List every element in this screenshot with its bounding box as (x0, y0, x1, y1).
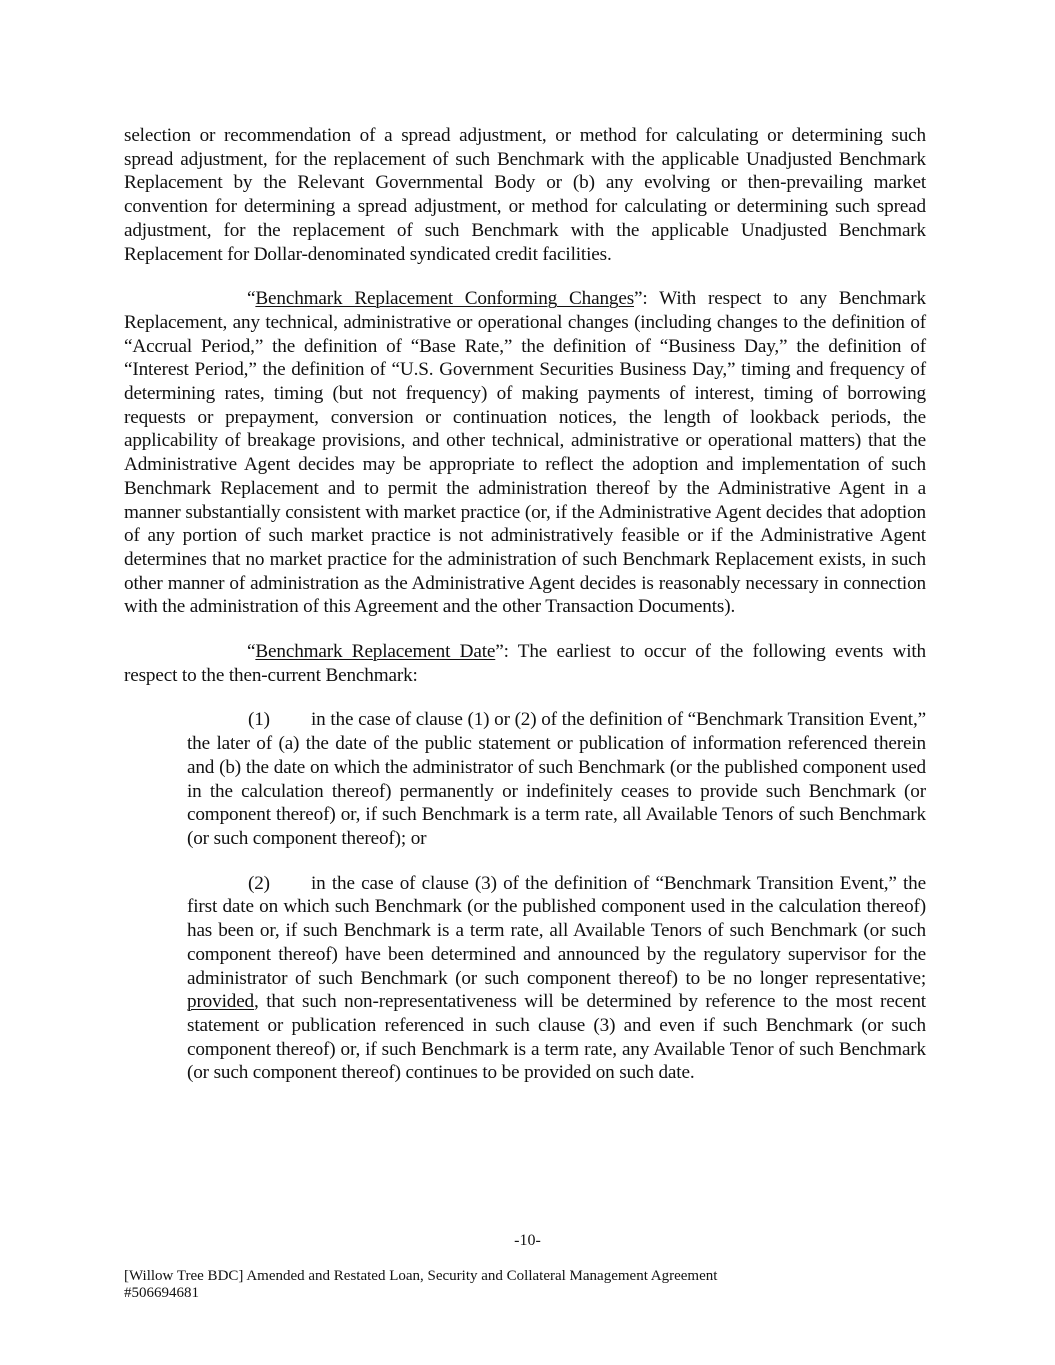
open-quote: “ (247, 641, 256, 663)
list-item-1 (187, 708, 926, 850)
list-item-text: in the case of clause (3) of the definition of “Benchmark Transition Event,” the first date on which such Benchmark (or the published component used in the calculation thereof) has been or, if such Benchmark is a term rate, all Available Tenors of such Benchmark (or such component thereof) have been determined and announced by the regulatory supervisor for the administrator of such Benchmark (or such component thereof) to be no longer representative; (187, 872, 926, 989)
list-item-2 (187, 872, 926, 1085)
defined-term: Benchmark Replacement Conforming Changes (255, 288, 635, 310)
underlined-provided: provided (187, 991, 255, 1013)
footer-document-id: #506694681 (124, 1285, 199, 1301)
close-quote: ” (634, 288, 643, 310)
defined-term: Benchmark Replacement Date (255, 641, 496, 663)
page-footer (124, 1268, 717, 1302)
close-quote: ” (495, 641, 504, 663)
page-number: -10- (514, 1232, 541, 1249)
list-item-text: in the case of clause (1) or (2) of the definition of “Benchmark Transition Event,” the later of (a) the date of the public statement or publication of information referenced therein and (b) the date on which the administrator of such Benchmark (or the published component used in the calculation thereof) permanently or indefinitely ceases to provide such Benchmark (or component thereof) or, if such Benchmark is a term rate, all Available Tenors of such Benchmark (or such component thereof); or (187, 709, 926, 849)
open-quote: “ (247, 288, 256, 310)
list-item-number: (1) (248, 709, 270, 731)
definition-benchmark-replacement-conforming-changes (124, 287, 926, 619)
footer-document-title: [Willow Tree BDC] Amended and Restated Loan, Security and Collateral Management Agreement (124, 1268, 718, 1284)
paragraph-text: selection or recommendation of a spread adjustment, or method for calculating or determining such spread adjustment, for the replacement of such Benchmark with the applicable Unadjusted Benchmark Replacement by the Relevant Governmental Body or (b) any evolving or then-prevailing market convention for determining a spread adjustment, or method for calculating or determining such spread adjustment, for the replacement of such Benchmark with the applicable Unadjusted Benchmark Replacement for Dollar-denominated syndicated credit facilities. (124, 125, 926, 265)
definition-text: : The earliest to occur of the following events with respect to the then-current Benchmark: (124, 641, 926, 686)
enumerated-list (187, 708, 926, 1085)
list-item-text-continued: , that such non-representativeness will be determined by reference to the most recent statement or publication referenced in such clause (3) and even if such Benchmark (or such component thereof) or, if such Benchmark is a term rate, any Available Tenor of such Benchmark (or such component thereof) continues to be provided on such date. (187, 991, 926, 1084)
document-body (124, 124, 926, 1106)
paragraph-spread-adjustment-continuation (124, 124, 926, 266)
definition-benchmark-replacement-date (124, 640, 926, 687)
definition-text: : With respect to any Benchmark Replacement, any technical, administrative or operational changes (including changes to the definition of “Accrual Period,” the definition of “Base Rate,” the definition of “Business Day,” the definition of “Interest Period,” the definition of “U.S. Government Securities Business Day,” timing and frequency of determining rates, timing (but not frequency) of making payments of interest, timing of borrowing requests or prepayment, conversion or continuation notices, the length of lookback periods, the applicability of breakage provisions, and other technical, administrative or operational matters) that the Administrative Agent decides may be appropriate to reflect the adoption and implementation of such Benchmark Replacement and to permit the administration thereof by the Administrative Agent in a manner substantially consistent with market practice (or, if the Administrative Agent decides that adoption of any portion of such market practice is not administratively feasible or if the Administrative Agent determines that no market practice for the administration of such Benchmark Replacement exists, in such other manner of administration as the Administrative Agent decides is reasonably necessary in connection with the administration of this Agreement and the other Transaction Documents). (124, 288, 926, 618)
list-item-number: (2) (248, 872, 270, 894)
